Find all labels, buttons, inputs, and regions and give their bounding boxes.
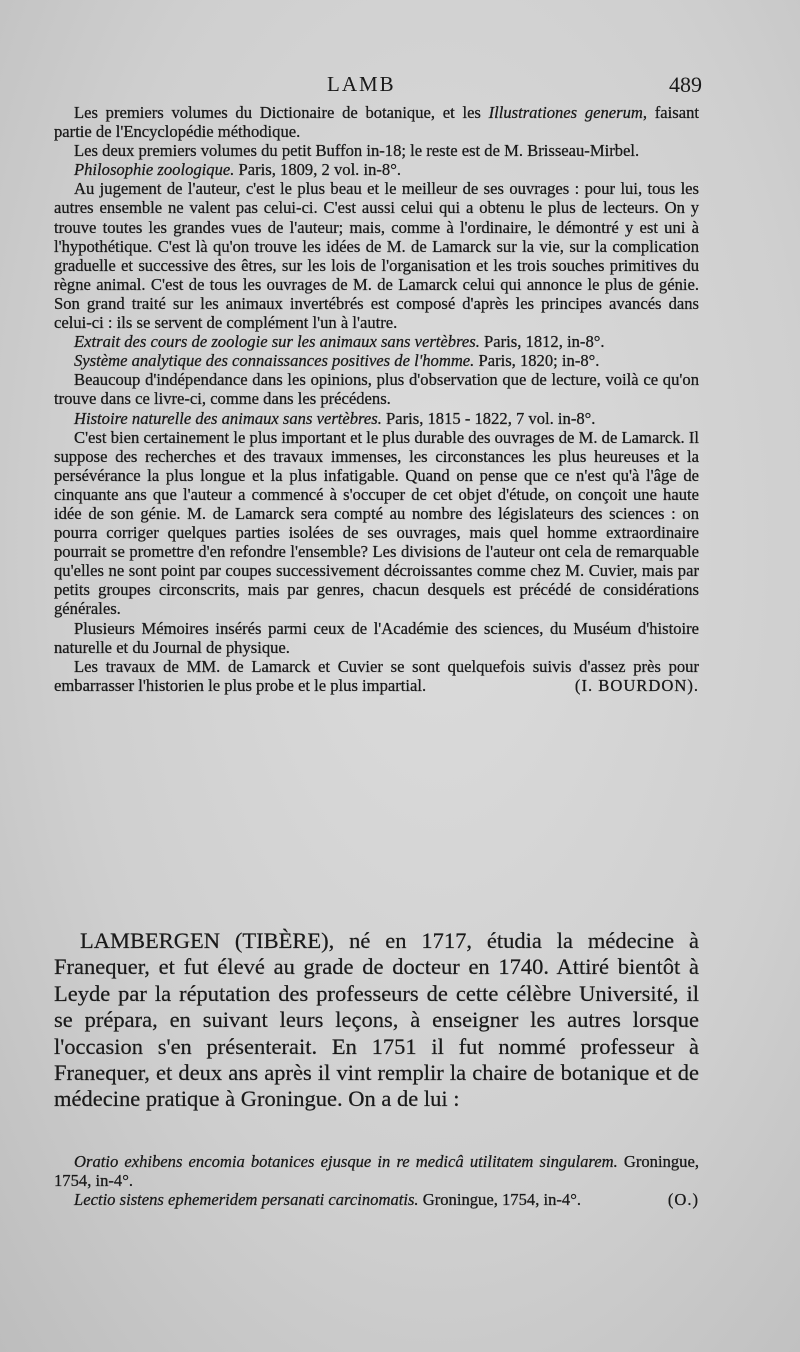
author-signature: (O.) xyxy=(667,1190,699,1210)
bibliography-item: Histoire naturelle des animaux sans vertèbres. Paris, 1815 - 1822, 7 vol. in-8°. xyxy=(74,408,596,428)
entry-paragraph: LAMBERGEN (TIBÈRE), né en 1717, étudia la médecine à Franequer, et fut élevé au grade de docteur en 1740. Attiré bientôt à Leyde par la réputation des professeurs de cette célèbre Université, il se prépara, en suivant leurs leçons, à enseigner les autres lorsque l'occasion s'en présenterait. En 1751 il fut nommé professeur à Franequer, et deux ans après il vint remplir la chaire de botanique et de médecine pratique à Groningue. On a de lui : xyxy=(54,928,700,1112)
lambergen-bibliography xyxy=(54,1152,699,1209)
lambergen-entry xyxy=(54,928,699,1113)
paragraph: Les premiers volumes du Dictionaire de botanique, et les Illustrationes generum, faisant partie de l'Encyclopédie méthodique. xyxy=(54,103,700,142)
running-title: LAMB xyxy=(327,72,396,96)
paragraph: Plusieurs Mémoires insérés parmi ceux de l'Académie des sciences, du Muséum d'histoire naturelle et du Journal de physique. xyxy=(54,618,699,657)
page-number: 489 xyxy=(669,72,702,97)
entry-name: LAMBERGEN xyxy=(80,928,220,953)
paragraph: Au jugement de l'auteur, c'est le plus beau et le meilleur de ses ouvrages : pour lui, tous les autres ensemble ne valent pas celui-ci. C'est aussi celui qui a obtenu le plus de lecteurs. On y trouve toutes les grandes vues de l'auteur; mais, comme à l'ordinaire, le démontré y est uni à l'hypothétique. C'est là qu'on trouve les idées de M. de Lamarck sur la vie, sur la complication graduelle et successive des êtres, sur les lois de l'organisation et les trois souches primitives du règne animal. C'est de tous les ouvrages de M. de Lamarck celui qui annonce le plus de génie. Son grand traité sur les animaux invertébrés est composé d'après les principes avancés dans celui-ci : ils se servent de complément l'un à l'autre. xyxy=(54,179,699,333)
paragraph: Les travaux de MM. de Lamarck et Cuvier se sont quelquefois suivis d'assez près pour embarrasser l'historien le plus probe et le plus impartial. xyxy=(54,656,699,695)
paragraph: C'est bien certainement le plus important et le plus durable des ouvrages de M. de Lamarck. Il suppose des recherches et des travaux immenses, les circonstances les plus heureuses et la persévérance la plus longue et la plus infatigable. Quand on pense que ce n'est qu'à l'âge de cinquante ans que l'auteur a commencé à s'occuper de cet objet d'étude, on conçoit une haute idée de son génie. M. de Lamarck sera compté au nombre des législateurs des sciences : on pourra corriger quelques parties isolées de ses ouvrages, mais quel homme extraordinaire pourrait se promettre d'en refondre l'ensemble? Les divisions de l'auteur ont cela de remarquable qu'elles ne sont point par coupes successivement décroissantes comme chez M. Cuvier, mais par petits groupes circonscrits, mais par genres, chacun desquels est précédé de considérations générales. xyxy=(54,427,699,619)
bibliography-item: Lectio sistens ephemeridem persanati carcinomatis. Groningue, 1754, in-4°. xyxy=(74,1190,582,1210)
bibliography-item: Philosophie zoologique. Paris, 1809, 2 vol. in-8°. xyxy=(74,160,401,180)
running-header xyxy=(62,72,702,102)
paragraph: Les deux premiers volumes du petit Buffon in-18; le reste est de M. Brisseau-Mirbel. xyxy=(74,141,640,161)
lamarck-entry-continuation xyxy=(54,103,699,695)
paragraph: Beaucoup d'indépendance dans les opinions, plus d'observation que de lecture, voilà ce qu'on trouve dans ce livre-ci, comme dans les précédens. xyxy=(54,370,699,409)
author-signature: (I. BOURDON). xyxy=(574,675,699,695)
bibliography-item: Système analytique des connaissances positives de l'homme. Paris, 1820; in-8°. xyxy=(74,351,600,371)
entry-first-name: (TIBÈRE) xyxy=(234,928,329,953)
bibliography-item: Extrait des cours de zoologie sur les animaux sans vertèbres. Paris, 1812, in-8°. xyxy=(74,332,605,352)
bibliography-item: Oratio exhibens encomia botanices ejusque in re medicâ utilitatem singularem. Groningue, 1754, in-4°. xyxy=(54,1152,699,1191)
